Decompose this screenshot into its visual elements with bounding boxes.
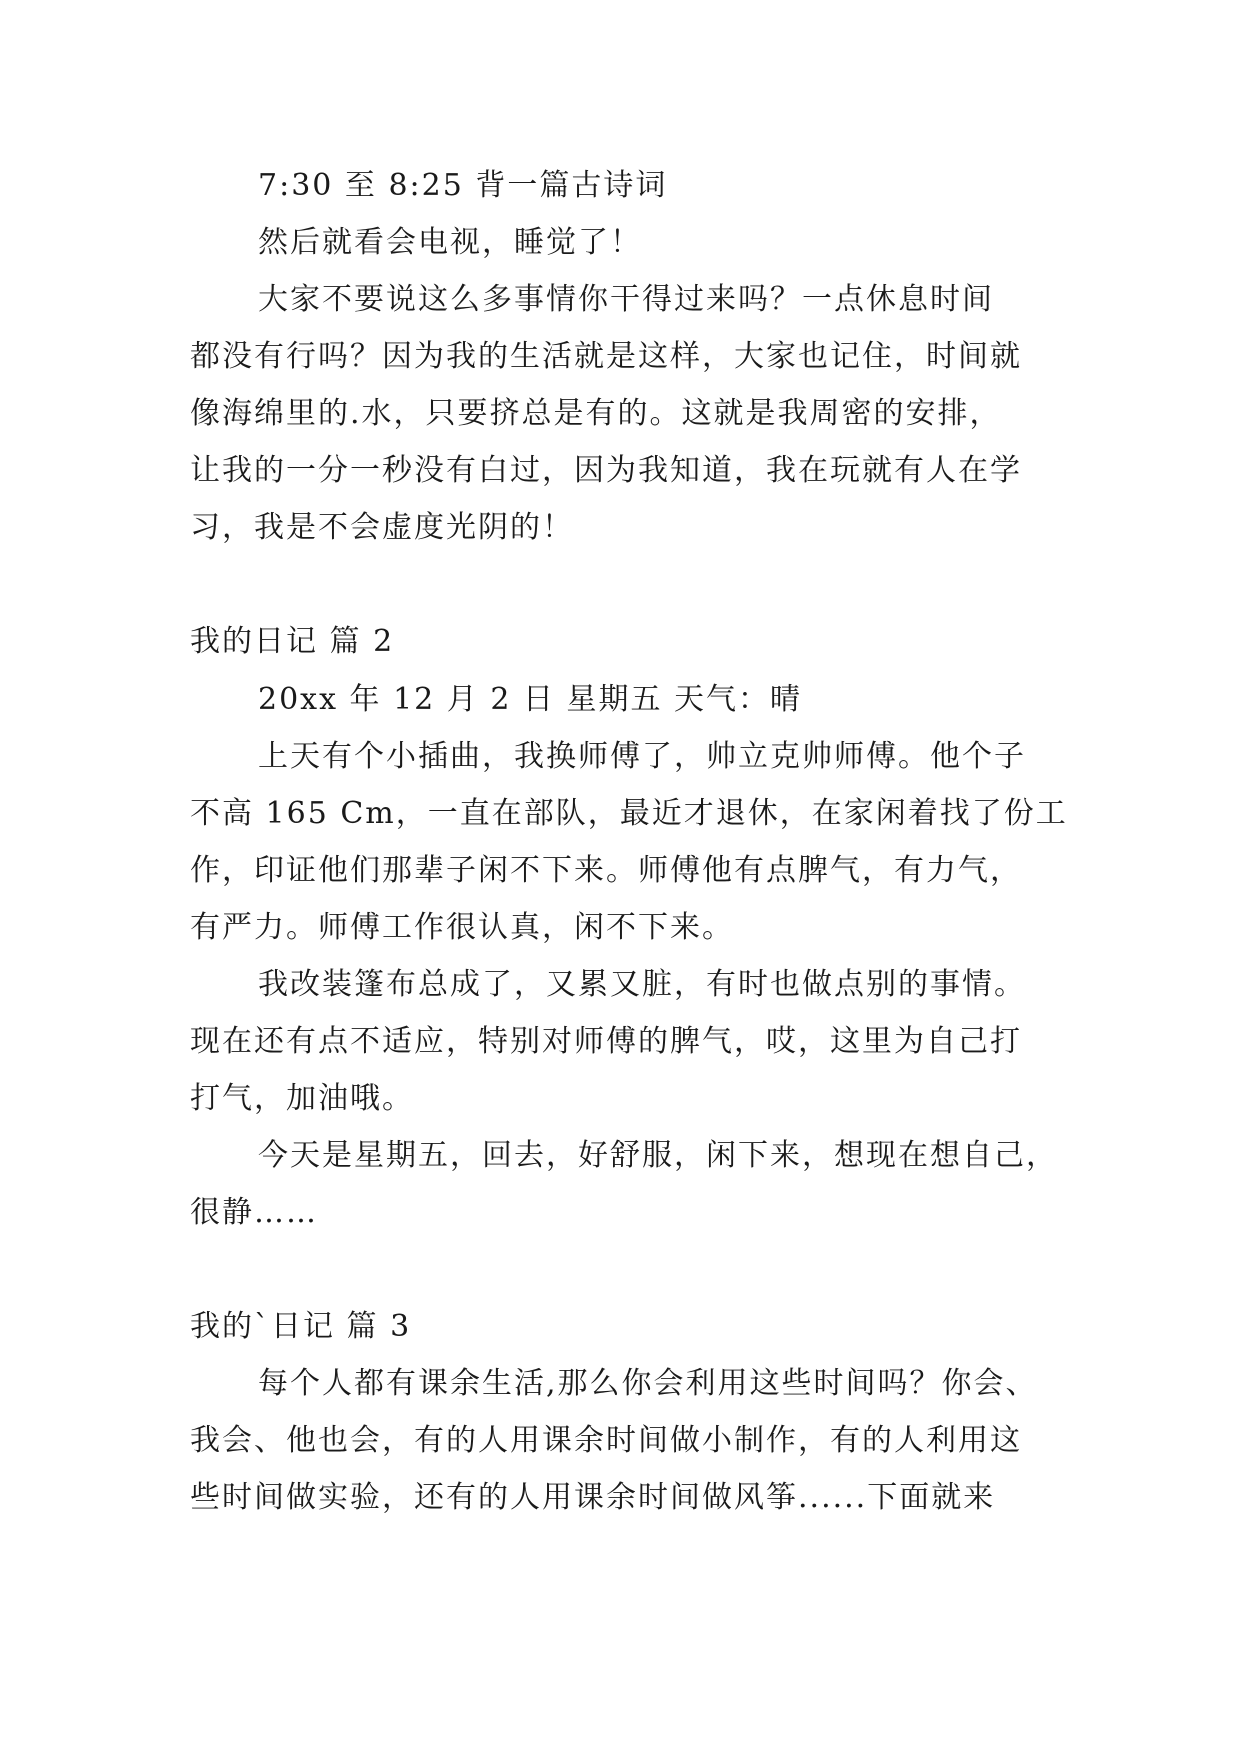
text-line: 大家不要说这么多事情你干得过来吗？一点休息时间 [258,282,994,317]
diary-date-line: 20xx 年 12 月 2 日 星期五 天气：晴 [258,682,803,717]
text-line: 习，我是不会虚度光阴的！ [190,510,574,545]
text-line: 我会、他也会，有的人用课余时间做小制作，有的人利用这 [190,1423,1022,1458]
text-line: 很静…… [190,1195,318,1230]
text-line: 打气，加油哦。 [190,1081,414,1116]
text-line: 不高 165 Cm，一直在部队，最近才退休，在家闲着找了份工 [190,796,1068,831]
text-line: 我改装篷布总成了，又累又脏，有时也做点别的事情。 [258,967,1026,1002]
section-heading: 我的`日记 篇 3 [190,1309,412,1344]
text-line: 都没有行吗？因为我的生活就是这样，大家也记住，时间就 [190,339,1022,374]
text-line: 像海绵里的.水，只要挤总是有的。这就是我周密的安排， [190,396,1002,431]
text-line: 今天是星期五，回去，好舒服，闲下来，想现在想自己， [258,1138,1058,1173]
text-line: 现在还有点不适应，特别对师傅的脾气，哎，这里为自己打 [190,1024,1022,1059]
text-line: 每个人都有课余生活,那么你会利用这些时间吗？你会、 [258,1366,1038,1401]
text-line: 然后就看会电视，睡觉了！ [258,225,642,260]
text-line: 让我的一分一秒没有白过，因为我知道，我在玩就有人在学 [190,453,1022,488]
text-line: 作，印证他们那辈子闲不下来。师傅他有点脾气，有力气， [190,853,1022,888]
section-heading: 我的日记 篇 2 [190,624,395,659]
text-line: 些时间做实验，还有的人用课余时间做风筝......下面就来 [190,1480,996,1515]
text-line: 上天有个小插曲，我换师傅了，帅立克帅师傅。他个子 [258,739,1026,774]
text-line: 有严力。师傅工作很认真，闲不下来。 [190,910,734,945]
text-line: 7:30 至 8:25 背一篇古诗词 [258,168,668,203]
